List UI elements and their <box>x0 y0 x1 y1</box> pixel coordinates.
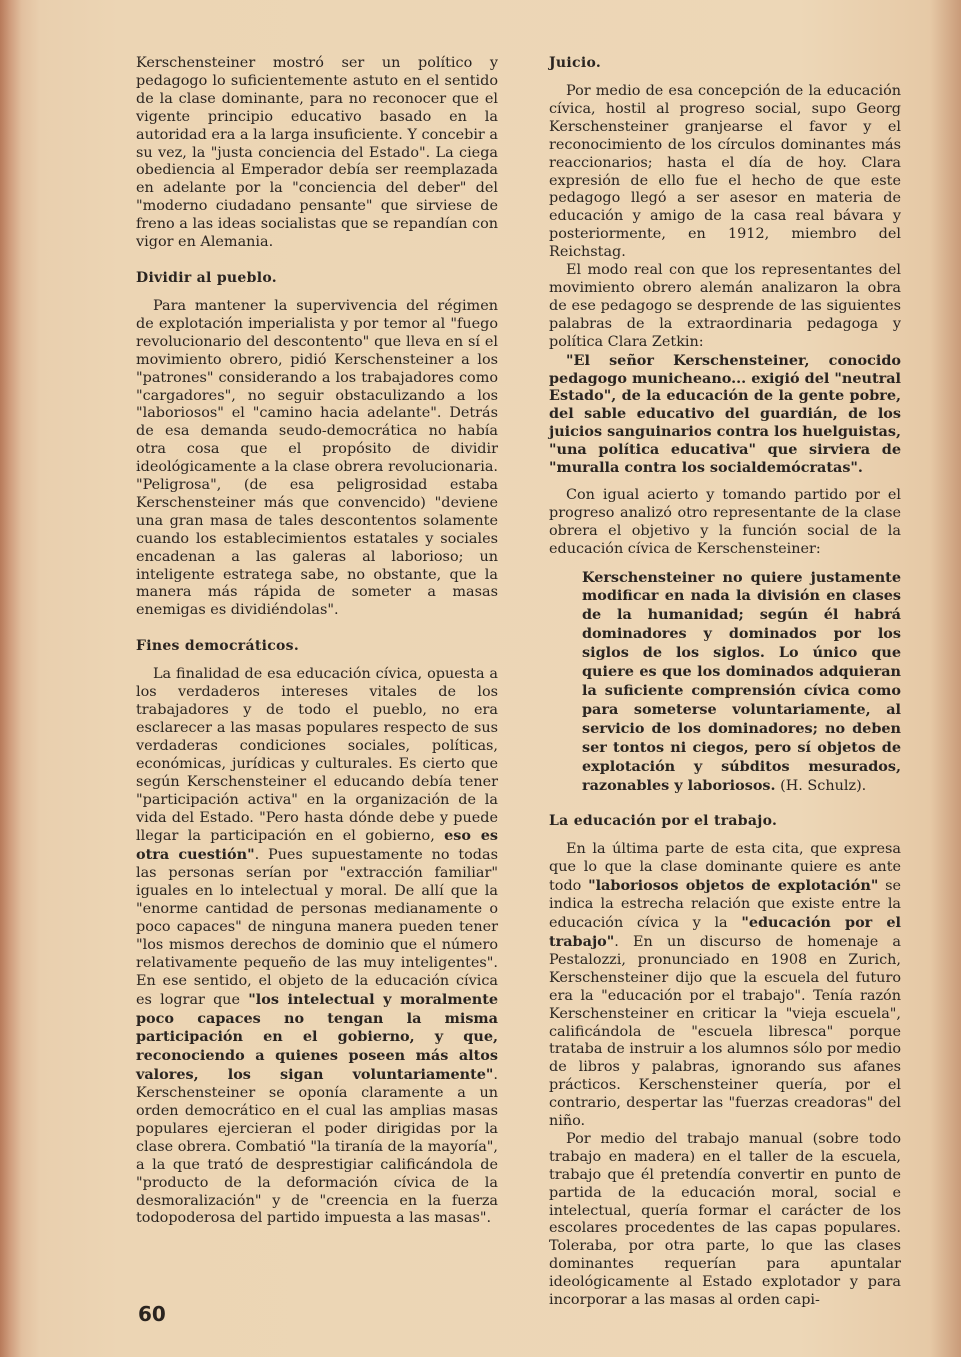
paragraph: Por medio del trabajo manual (sobre todo trabajo en madera) en el taller de la escuela, trabajo que él pretendía convertir en punto de partida de la educación moral, social e intelectual, quería formar el carácter de los escolares procedentes de las capas populares. Toleraba, por otra parte, lo que las clases dominantes requerían para apuntalar ideológicamente al Estado explotador y para incorporar a las masas al orden capi- <box>549 1130 901 1309</box>
bold-run: Kerschensteiner no quiere justamente modificar en nada la división en clases de la humanidad; según él habrá dominadores y dominados por los siglos de los siglos. Lo único que quiere es que los dominados adquieran la suficiente comprensión cívica como para someterse voluntariamente, al servicio de los dominadores; no deben ser tontos ni ciegos, pero sí objetos de explotación y súbditos mesurados, razonables y laboriosos. <box>582 568 901 794</box>
schulz-quote <box>582 569 901 796</box>
text-run: se indica la estrecha relación que existe entre la educación cívica y la <box>549 878 901 932</box>
paragraph: Por medio de esa concepción de la educación cívica, hostil al progreso social, supo Georg Kerschensteiner granjearse el favor y el reconocimiento de los círculos dominantes más reaccionarios; hasta el día de hoy. Clara expresión de ello fue el hecho de que este pedagogo llegó a ser asesor en materia de educación y amigo de la casa real bávara y posteriormente, en 1912, miembro del Reichstag. <box>549 83 901 261</box>
section-heading-dividir: Dividir al pueblo. <box>136 269 277 286</box>
paragraph: Con igual acierto y tomando partido por el progreso analizó otro representante de la clase obrera el objetivo y la función social de la educación cívica de Kerschensteiner: <box>549 486 901 557</box>
paragraph <box>136 666 498 1228</box>
text-run: En la última parte de esta cita, que expresa que lo que la clase dominante quiere es ante todo <box>549 841 901 895</box>
section-heading-trabajo: La educación por el trabajo. <box>549 813 778 830</box>
quote-author: (H. Schulz). <box>775 777 867 794</box>
right-column <box>549 55 901 1320</box>
paragraph: Para mantener la supervivencia del régimen de explotación imperialista y por temor al "fuego revolucionario del descontento" que lleva en sí el movimiento obrero, pidió Kerschensteiner a los "patrones" considerando a los trabajadores como "cargadores", no seguir obstaculizando a los "laboriosos" el "camino hacia adelante". Detrás de esa demanda seudo-democrática no había otra cosa que el propósito de dividir ideológicamente a la clase obrera revolucionaria. "Peligrosa", (de esa peligrosidad estaba Kerschensteiner más que convencido) "deviene una gran masa de tales descontentos solamente cuando los establecimientos estatales y sociales encadenan a las galeras al laborioso; un inteligente estratega sabe, no obstante, que la manera más rápida de someter a masas enemigas es dividiéndolas". <box>136 297 498 619</box>
left-column <box>136 55 498 1238</box>
text-run: . En un discurso de homenaje a Pestalozzi, pronunciado en 1908 en Zurich, Kerschensteiner dijo que la escuela del futuro era la "educación por el trabajo". Tenía razón Kerschensteiner en criticar la "vieja escuela", calificándola de "escuela libresca" porque trataba de instruir a los alumnos sólo por medio de libros y palabras, ignorando sus afanes prácticos. Kerschensteiner quería, por el contrario, despertar las "fuerzas creadoras" del niño. <box>549 933 901 1130</box>
paragraph: El modo real con que los representantes del movimiento obrero alemán analizaron la obra de ese pedagogo se desprende de las siguientes palabras de la extraordinaria pedagoga y política Clara Zetkin: <box>549 262 901 350</box>
text-run: La finalidad de esa educación cívica, opuesta a los verdaderos intereses vitales de los trabajadores y de todo el pueblo, no era esclarecer a las masas populares respecto de sus verdaderas condiciones sociales, políticas, económicas, jurídicas y culturales. Es cierto que según Kerschensteiner el educando debía tener "participación activa" en la organización de la vida del Estado. "Pero hasta dónde debe y puede llegar la participación en el gobierno, <box>136 666 498 845</box>
bold-run: eso es otra cuestión" <box>136 827 498 864</box>
paragraph: Kerschensteiner mostró ser un político y pedagogo lo suficientemente astuto en el sentido de la clase dominante, para no reconocer que el vigente principio educativo basado en la autoridad era a la larga insuficiente. Y concebir a su vez, la "justa conciencia del Estado". La ciega obediencia al Emperador debía ser reemplazada en adelante por la "conciencia del deber" del "moderno ciudadano pensante" que sirviese de freno a las ideas socialistas que se repandían con vigor en Alemania. <box>136 55 498 251</box>
section-heading-fines: Fines democráticos. <box>136 638 300 655</box>
text-run: . Pues supuestamente no todas las personas serían por "extracción familiar" iguales en lo intelectual y moral. De allí que la "enorme cantidad de personas medianamente o poco capaces" de ninguna manera pueden tener "los mismos derechos de dominio que el número relativamente pequeño de las muy inteligentes". En ese sentido, el objeto de la educación cívica es lograr que <box>136 847 498 1008</box>
bold-run: "laboriosos objetos de explotación" <box>588 877 879 895</box>
text-run: . Kerschensteiner se oponía claramente a un orden democrático en el cual las amplias masas populares ejercieran el poder dirigidas por la clase obrera. Combatió "la tiranía de la mayoría", a la que trató de desprestigiar calificándola de "producto de la deformación cívica de la desmoralización" y de "creencia en la fuerza todopoderosa del partido impuesta a las masas". <box>136 1067 498 1227</box>
page-number: 60 <box>138 1302 166 1326</box>
bold-run: "educación por el trabajo" <box>549 914 901 950</box>
bold-run: "los intelectual y moralmente poco capaces no tengan la misma participación en el gobierno, y que, reconociendo a quienes poseen más altos valores, los sigan voluntariamente" <box>136 990 499 1084</box>
paragraph <box>549 841 901 1131</box>
zetkin-quote: "El señor Kerschensteiner, conocido pedagogo municheano... exigió del "neutral Estado", de la educación de la gente pobre, del sable educativo del guardián, de los juicios sanguinarios contra los huelguistas, "una política educativa" que sirviera de "muralla contra los socialdemócratas". <box>549 351 901 477</box>
section-heading-juicio: Juicio. <box>549 55 602 71</box>
